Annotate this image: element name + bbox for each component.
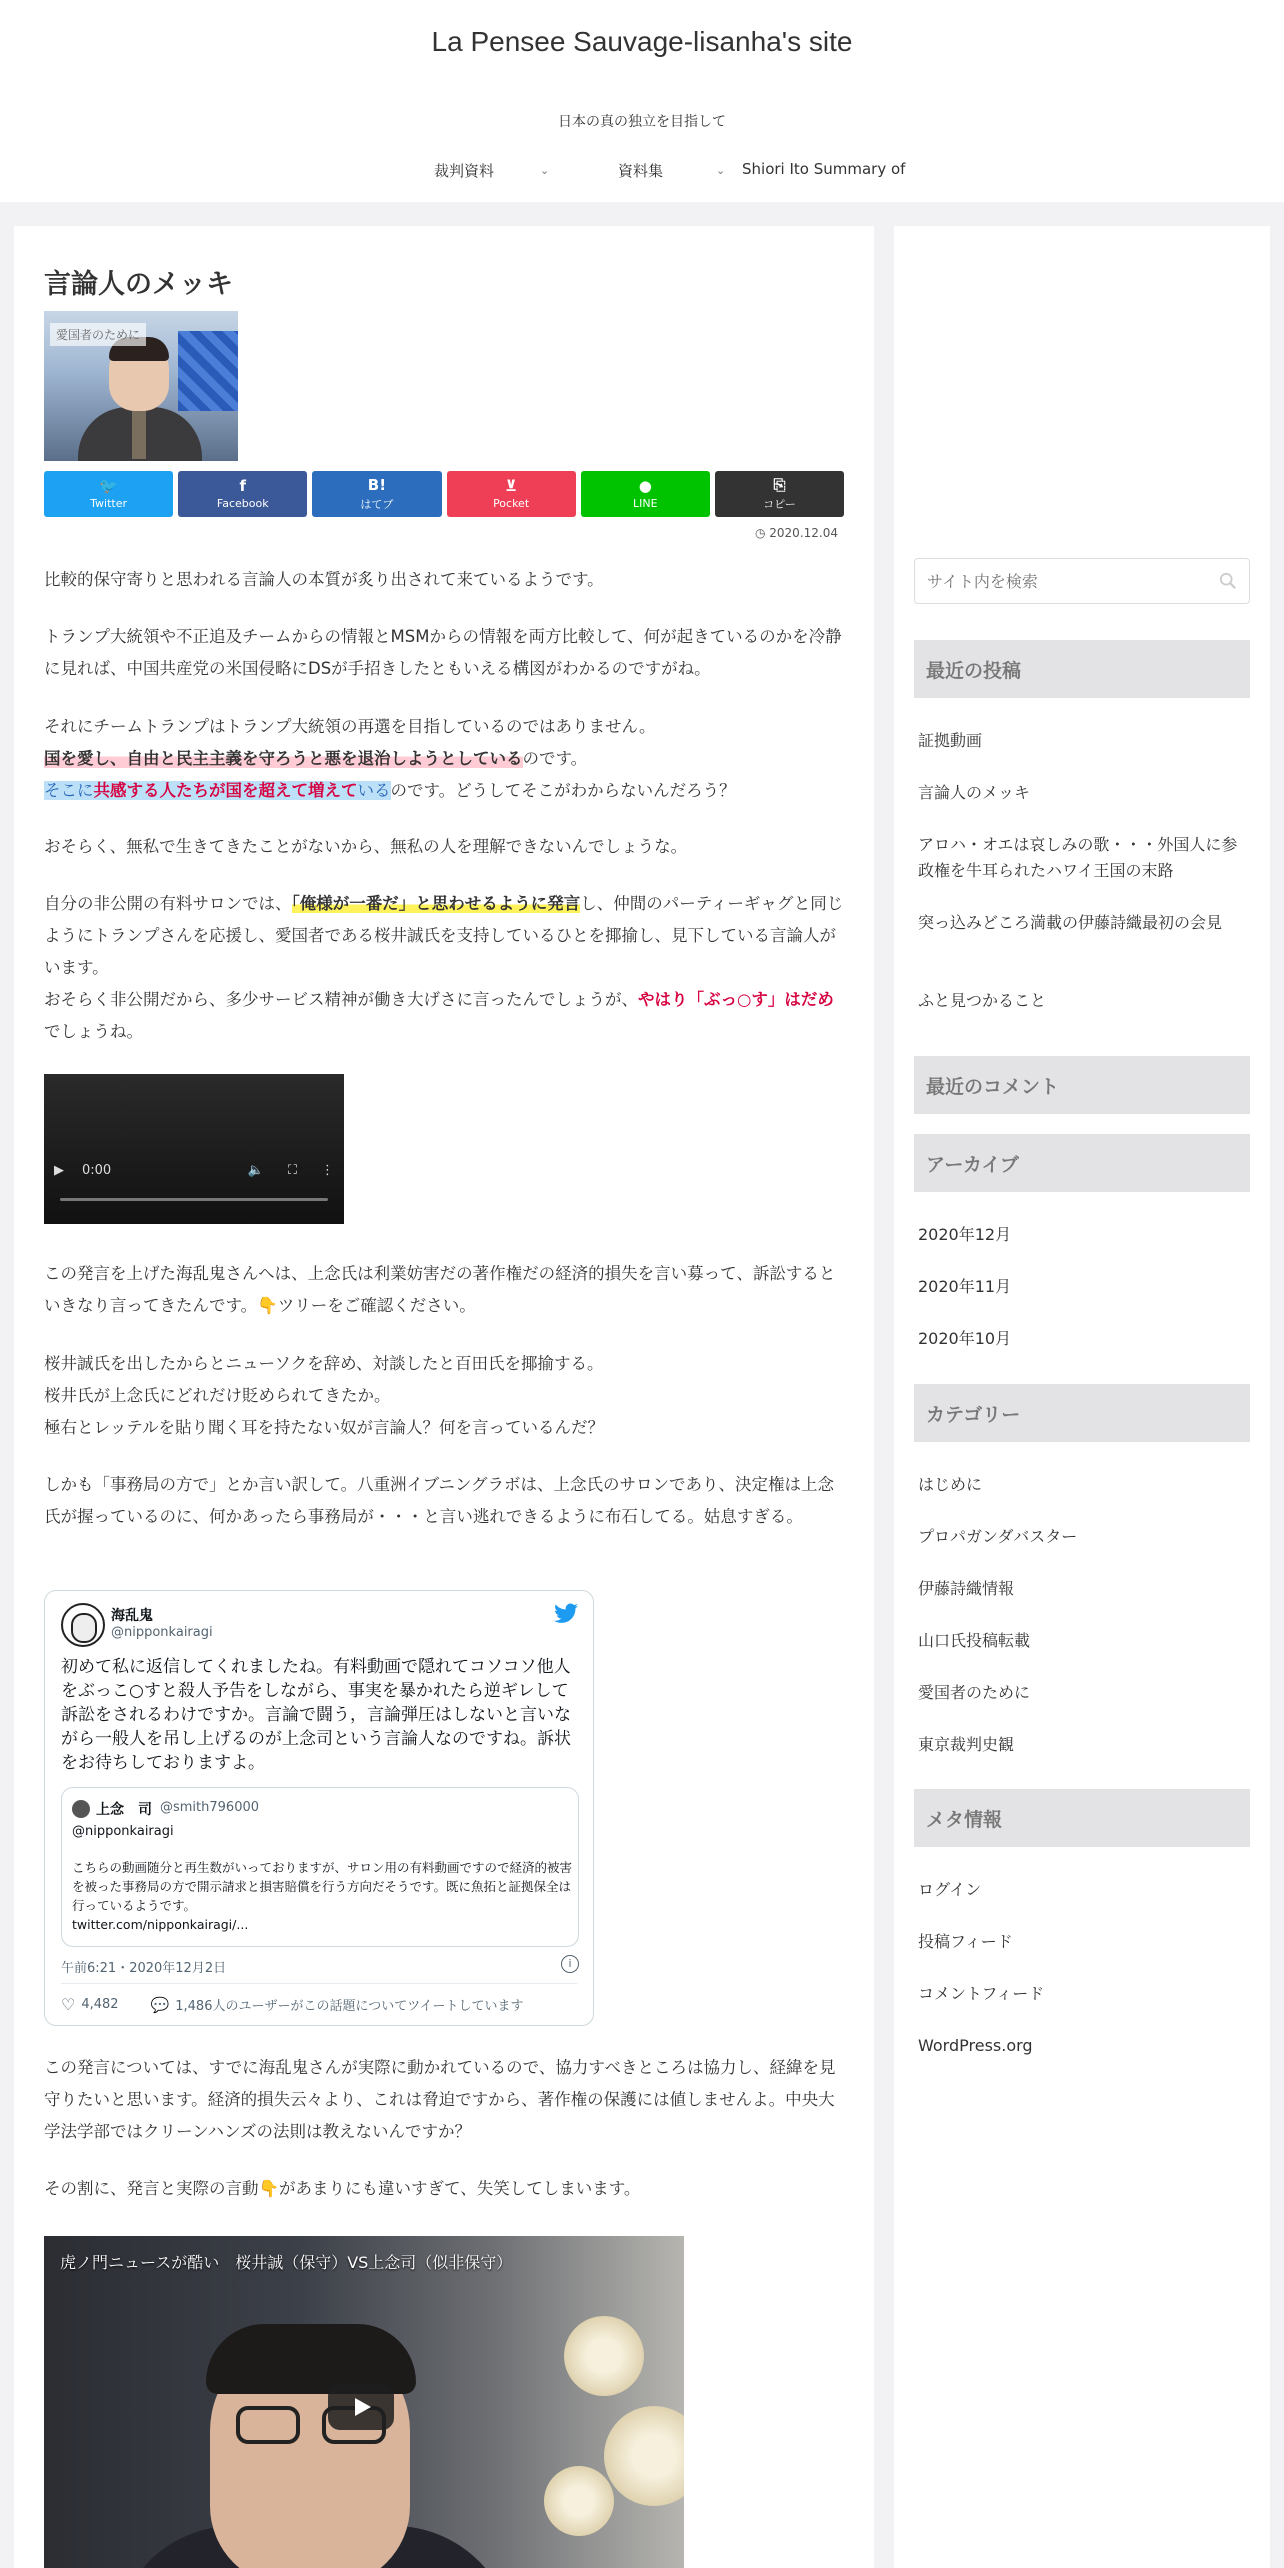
embedded-tweet[interactable] — [44, 1590, 594, 2026]
category-link[interactable]: 山口氏投稿転載 — [918, 1631, 1031, 1650]
tweet-author-handle[interactable]: @nipponkairagi — [111, 1625, 213, 1640]
divider — [61, 1983, 577, 1984]
tweet-author-name[interactable]: 海乱鬼 — [111, 1608, 153, 1624]
twitter-bird-icon[interactable] — [553, 1603, 579, 1625]
share-copy-button[interactable]: ⎘ コピー — [715, 471, 844, 517]
post-title: 言論人のメッキ — [44, 269, 233, 300]
video-progress-bar[interactable] — [60, 1198, 328, 1201]
line-icon: ● — [638, 477, 652, 495]
video-time: 0:00 — [82, 1162, 112, 1178]
search-input[interactable] — [914, 558, 1250, 604]
widget-title-recent-posts: 最近の投稿 — [914, 640, 1250, 698]
tweet-text: 初めて私に返信してくれましたね。有料動画で隠れてコソコソ他人をぶっこ○すと殺人予告をしながら、事実を暴かれたら逆ギレして訴訟をされるわけですか。言論で闘う，言論弾圧はしないと言いながら一般人を吊し上げるのが上念司という言論人なのですね。訴状をお待ちしておりますよ。 — [61, 1657, 571, 1773]
nav-item-label: Shiori Ito Summary of — [742, 160, 906, 178]
avatar[interactable] — [61, 1603, 105, 1647]
paragraph: トランプ大統領や不正追及チームからの情報とMSMからの情報を両方比較して、何が起きているのかを冷静に見れば、中国共産党の米国侵略にDSが手招きしたともいえる構図がわかるのですがね。 — [44, 627, 842, 678]
meta-link[interactable]: WordPress.org — [918, 2036, 1033, 2055]
copy-icon: ⎘ — [773, 475, 786, 494]
paragraph: この発言を上げた海乱鬼さんへは、上念氏は利業妨害だの著作権だの経済的損失を言い募って、訴訟するといきなり言ってきたんです。👇ツリーをご確認ください。 — [44, 1264, 836, 1315]
nav-item-label: 裁判資料 — [434, 162, 495, 180]
paragraph: その割に、発言と実際の言動👇があまりにも違いすぎて、失笑してしまいます。 — [44, 2179, 641, 2198]
like-count[interactable]: 4,482 — [81, 1997, 119, 2012]
chevron-down-icon: ⌄ — [716, 164, 726, 177]
recent-post-link[interactable]: 証拠動画 — [918, 731, 983, 750]
paragraph: おそらく、無私で生きてきたことがないから、無私の人を理解できないんでしょうな。 — [44, 837, 688, 856]
play-icon[interactable]: ▶ — [54, 1162, 64, 1178]
facebook-icon: f — [239, 477, 247, 495]
recent-post-link[interactable]: アロハ・オエは哀しみの歌・・・外国人に参政権を牛耳られたハワイ王国の末路 — [918, 835, 1238, 880]
paragraph: 比較的保守寄りと思われる言論人の本質が炙り出されて来ているようです。 — [44, 570, 604, 589]
paragraph: 桜井誠氏を出したからとニューソクを辞め、対談したと百田氏を揶揄する。 桜井氏が上念氏にどれだけ貶められてきたか。 極右とレッテルを貼り聞く耳を持たない奴が言論人？何を言っているんだ？ — [44, 1354, 605, 1437]
nav-item-label: 資料集 — [618, 162, 664, 180]
nav-item-materials[interactable] — [618, 160, 726, 181]
meta-link[interactable]: コメントフィード — [918, 1984, 1045, 2003]
emphasis-text: やはり「ぶっ○す」はだめ — [638, 990, 834, 1009]
sidebar — [894, 226, 1270, 2568]
eyecatch-image — [44, 311, 238, 461]
share-twitter-button[interactable]: 🐦 Twitter — [44, 471, 173, 517]
nav-item-shiori-ito[interactable] — [742, 160, 905, 178]
info-icon[interactable]: i — [561, 1955, 579, 1973]
share-pocket-button[interactable]: ⊻ Pocket — [447, 471, 576, 517]
nav-item-trial-docs[interactable] — [434, 160, 550, 181]
discussion-link[interactable]: 1,486人のユーザーがこの話題についてツイートしています — [175, 1999, 524, 2014]
archive-link[interactable]: 2020年11月 — [918, 1277, 1012, 1296]
recent-post-link[interactable]: 言論人のメッキ — [918, 783, 1031, 802]
chevron-down-icon: ⌄ — [540, 164, 550, 177]
highlight-text: 「俺様が一番だ」と思わせるように発言 — [291, 894, 581, 913]
quoted-tweet[interactable] — [61, 1787, 579, 1947]
archive-link[interactable]: 2020年10月 — [918, 1329, 1012, 1348]
tweet-actions — [61, 1995, 524, 2014]
youtube-title[interactable]: 虎ノ門ニュースが酷い 桜井誠（保守）VS上念司（似非保守） — [60, 2253, 513, 2272]
video-controls — [54, 1158, 334, 1182]
ad-space — [894, 226, 1270, 536]
more-options-icon[interactable]: ⋮ — [321, 1162, 334, 1178]
reply-to: @nipponkairagi — [72, 1824, 174, 1839]
paragraph: この発言については、すでに海乱鬼さんが実際に動かれているので、協力すべきところは協力し、経緯を見守りたいと思います。経済的損失云々より、これは脅迫ですから、著作権の保護には値しませんよ。中央大学法学部ではクリーンハンズの法則は教えないんですか？ — [44, 2058, 836, 2141]
category-link[interactable]: プロパガンダバスター — [918, 1527, 1078, 1546]
volume-icon[interactable]: 🔈 — [247, 1162, 264, 1178]
paragraph: 自分の非公開の有料サロンでは、「俺様が一番だ」と思わせるように発言し、仲間のパーティーギャグと同じようにトランプさんを応援し、愛国者である桜井誠氏を支持しているひとを揶揄し、見下している言論人がいます。 おそらく非公開だから、多少サービス精神が働き大げさに言ったんでしょうが、やはり「ぶっ○す」はだめでしょうね。 — [44, 894, 844, 1041]
archive-link[interactable]: 2020年12月 — [918, 1225, 1012, 1244]
post-date: ◷ 2020.12.04 — [754, 526, 838, 540]
quoted-tweet-text: こちらの動画随分と再生数がいっておりますが、サロン用の有料動画ですので経済的被害を被った事務局の方で開示請求と損害賠償を行う方向だそうです。既に魚拓と証拠保全は行っているようです。 twitter.com/nipponkairagi/... — [72, 1860, 573, 1932]
highlight-text: 国を愛し、自由と民主主義を守ろうと悪を退治しようとしている — [44, 749, 523, 768]
widget-title-categories: カテゴリー — [914, 1384, 1250, 1442]
category-link[interactable]: はじめに — [918, 1475, 983, 1494]
global-nav — [0, 160, 1284, 190]
widget-title-recent-comments: 最近のコメント — [914, 1056, 1250, 1114]
highlight-text: そこに共感する人たちが国を超えて増えている — [44, 781, 391, 800]
search-icon[interactable] — [1219, 572, 1237, 590]
paragraph: しかも「事務局の方で」とか言い訳して。八重洲イブニングラボは、上念氏のサロンであり、決定権は上念氏が握っているのに、何かあったら事務局が・・・と言い逃れできるように布石してる。姑息すぎる。 — [44, 1475, 835, 1526]
twitter-icon: 🐦 — [99, 477, 118, 495]
fullscreen-icon[interactable]: ⛶ — [287, 1162, 297, 1178]
widget-title-meta: メタ情報 — [914, 1789, 1250, 1847]
quoted-author-handle: @smith796000 — [160, 1800, 260, 1815]
meta-link[interactable]: 投稿フィード — [918, 1932, 1013, 1951]
quoted-link[interactable]: twitter.com/nipponkairagi/... — [72, 1917, 249, 1932]
site-header — [0, 0, 1284, 202]
comment-icon[interactable]: 💬 — [150, 1995, 170, 2014]
pocket-icon: ⊻ — [505, 477, 518, 495]
recent-post-link[interactable]: ふと見つかること — [918, 991, 1047, 1010]
video-player[interactable] — [44, 1074, 344, 1224]
site-tagline: 日本の真の独立を目指して — [558, 114, 726, 130]
avatar — [72, 1800, 90, 1818]
share-buttons — [44, 471, 844, 517]
widget-title-archives: アーカイブ — [914, 1134, 1250, 1192]
share-hatena-button[interactable]: B! はてブ — [312, 471, 441, 517]
category-link[interactable]: 愛国者のために — [918, 1683, 1031, 1702]
youtube-embed[interactable] — [44, 2236, 684, 2568]
tweet-timestamp[interactable]: 午前6:21・2020年12月2日 — [61, 1961, 227, 1976]
recent-post-link[interactable]: 突っ込みどころ満載の伊藤詩織最初の会見 — [918, 913, 1223, 932]
clock-icon: ◷ — [754, 526, 766, 540]
site-title[interactable]: La Pensee Sauvage-lisanha's site — [431, 26, 853, 57]
share-facebook-button[interactable]: f Facebook — [178, 471, 307, 517]
play-button[interactable] — [328, 2384, 394, 2430]
hatena-icon: B! — [367, 475, 387, 494]
category-link[interactable]: 伊藤詩織情報 — [918, 1579, 1015, 1598]
category-label[interactable]: 愛国者のために — [50, 323, 146, 346]
main-content — [14, 226, 874, 2568]
heart-icon[interactable]: ♡ — [61, 1995, 76, 2014]
paragraph: それにチームトランプはトランプ大統領の再選を目指しているのではありません。 国を愛し、自由と民主主義を守ろうと悪を退治しようとしているのです。 そこに共感する人たちが国を超えて増えているのです。どうしてそこがわからないんだろう？ — [44, 717, 736, 800]
meta-link[interactable]: ログイン — [918, 1880, 982, 1899]
quoted-author-name: 上念 司 — [96, 1802, 152, 1818]
share-line-button[interactable]: ● LINE — [581, 471, 710, 517]
category-link[interactable]: 東京裁判史観 — [918, 1735, 1015, 1754]
